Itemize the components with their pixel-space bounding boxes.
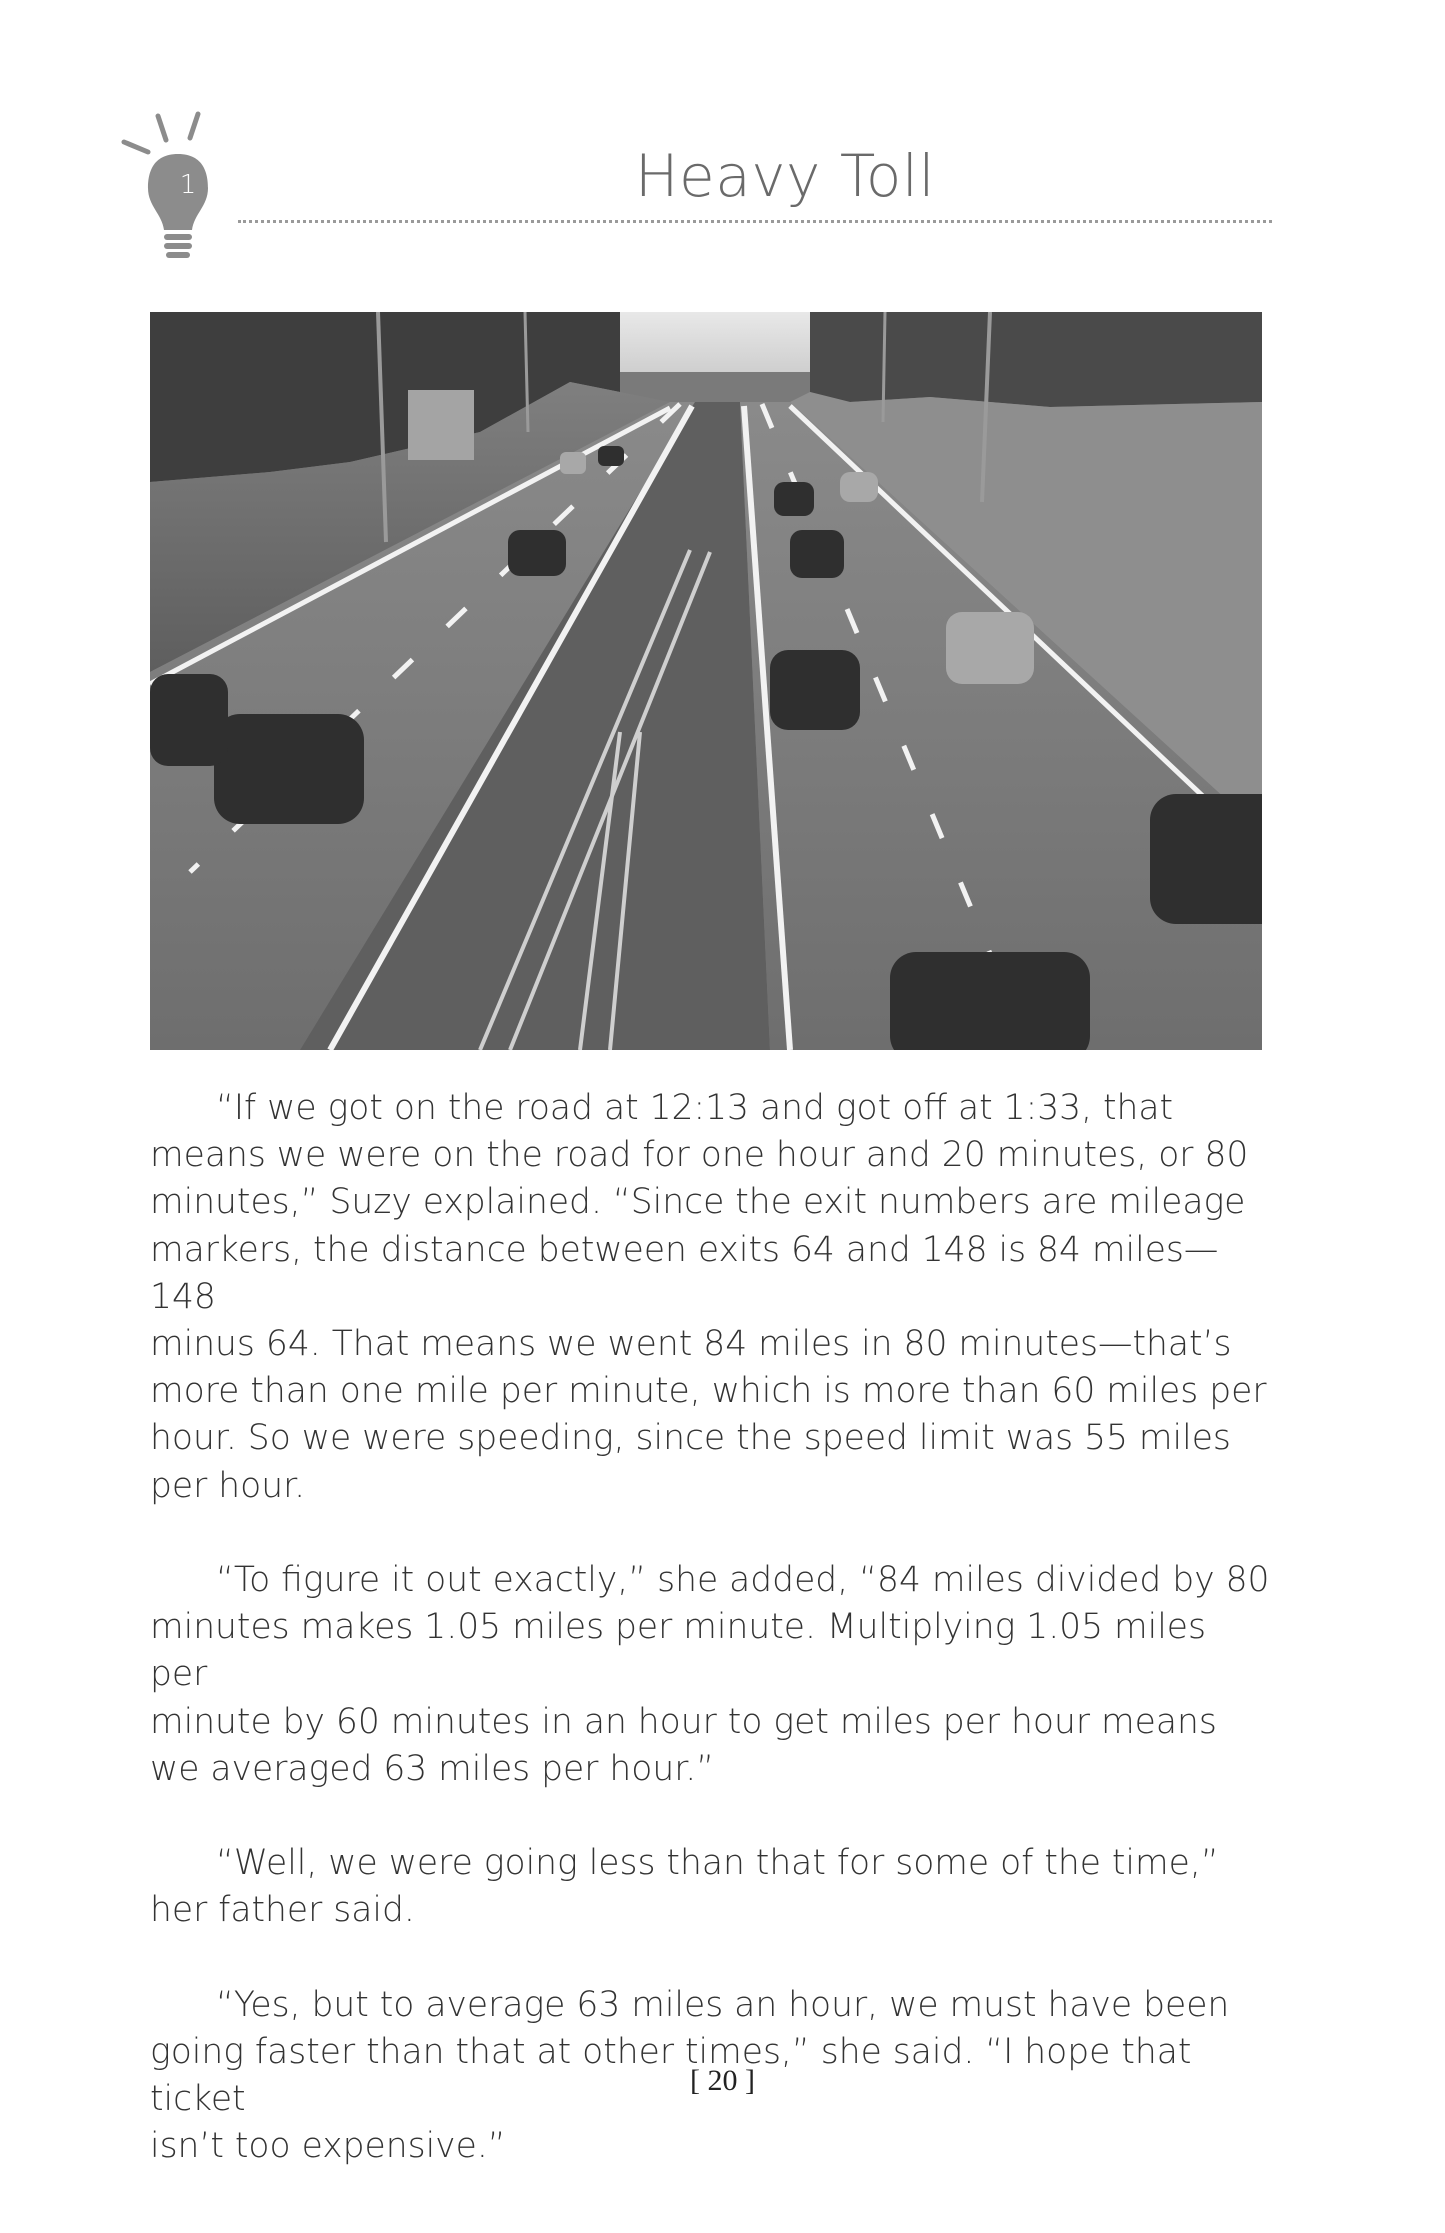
text-line: “Yes, but to average 63 miles an hour, we must have been (216, 1984, 1230, 2025)
text-line: minus 64. That means we went 84 miles in 80 minutes—that’s (150, 1324, 1232, 1365)
text-line: minutes,” Suzy explained. “Since the exit numbers are mileage (150, 1182, 1246, 1223)
highway-photo (150, 312, 1262, 1050)
text-line: minutes makes 1.05 miles per minute. Multiplying 1.05 miles per (150, 1607, 1207, 1695)
body-text (150, 1085, 1270, 2218)
text-line: markers, the distance between exits 64 and 148 is 84 miles—148 (150, 1229, 1219, 1317)
text-line: hour. So we were speeding, since the speed limit was 55 miles (150, 1418, 1231, 1459)
text-line: per hour. (150, 1465, 306, 1506)
text-line: “To figure it out exactly,” she added, “84 miles divided by 80 (216, 1560, 1270, 1601)
chapter-title: Heavy Toll (634, 142, 936, 210)
text-line: we averaged 63 miles per hour.” (150, 1748, 715, 1789)
text-line: minute by 60 minutes in an hour to get miles per hour means (150, 1701, 1217, 1742)
paragraph (150, 1840, 1270, 1934)
text-line: means we were on the road for one hour and 20 minutes, or 80 (150, 1135, 1249, 1176)
text-line: her father said. (150, 1890, 415, 1931)
text-line: “If we got on the road at 12:13 and got off at 1:33, that (216, 1088, 1174, 1128)
text-line: more than one mile per minute, which is more than 60 miles per (150, 1371, 1267, 1412)
page-number: [ 20 ] (690, 2064, 755, 2097)
chapter-number: 1 (179, 170, 197, 200)
title-divider (238, 220, 1272, 223)
text-line: isn’t too expensive.” (150, 2126, 506, 2167)
paragraph (150, 1557, 1270, 1793)
text-line: “Well, we were going less than that for some of the time,” (216, 1843, 1219, 1884)
paragraph (150, 1085, 1270, 1510)
text-line: going faster than that at other times,” she said. “I hope that ticket (150, 2032, 1192, 2120)
